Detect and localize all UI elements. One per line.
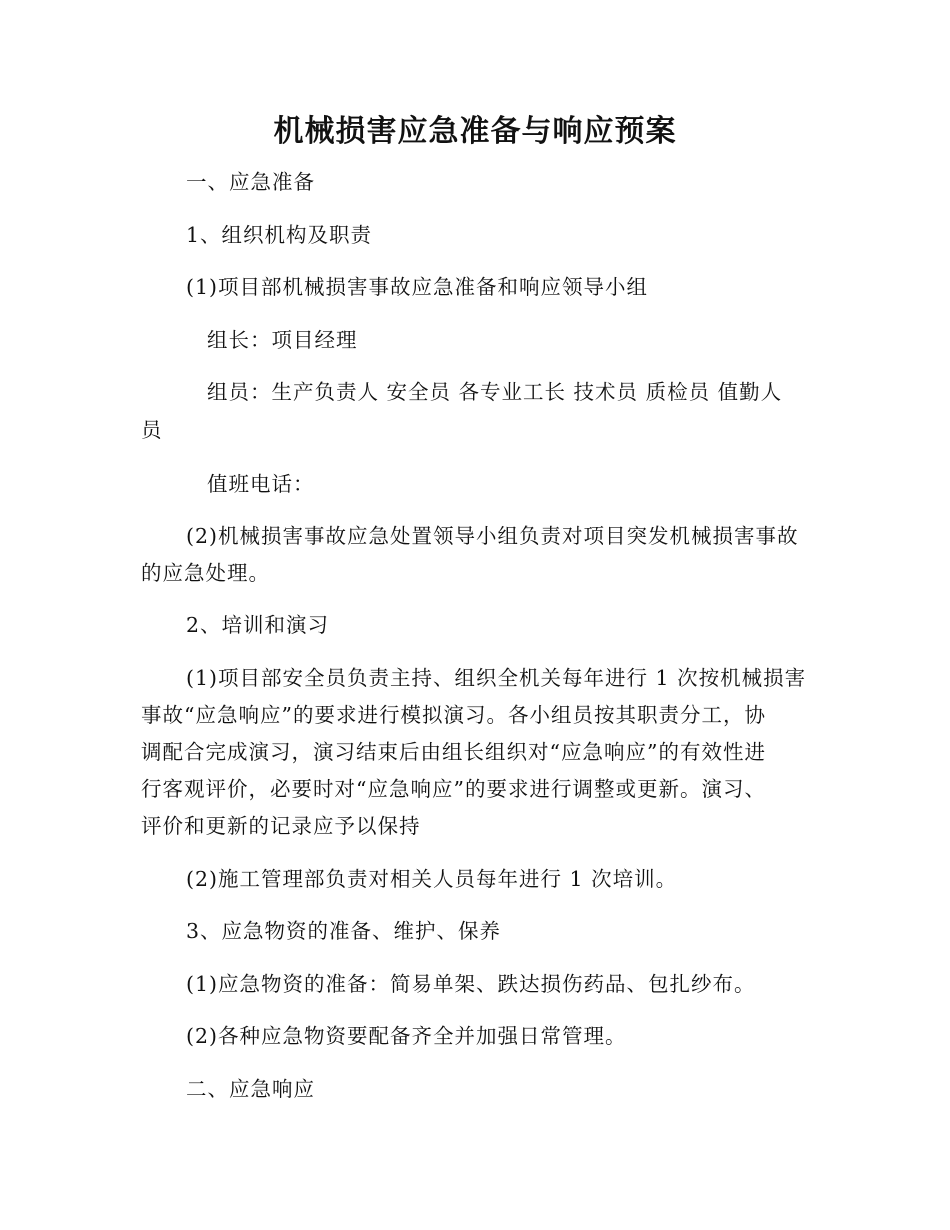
paragraph-line: (1)项目部安全员负责主持、组织全机关每年进行 1 次按机械损害 <box>186 666 807 690</box>
paragraph-line: (2)各种应急物资要配备齐全并加强日常管理。 <box>186 1024 627 1048</box>
paragraph-line: (1)项目部机械损害事故应急准备和响应领导小组 <box>186 275 649 299</box>
paragraph-line: 评价和更新的记录应予以保持 <box>141 814 421 838</box>
paragraph-line: (1)应急物资的准备：简易单架、跌达损伤药品、包扎纱布。 <box>186 972 756 996</box>
paragraph-line: 值班电话： <box>207 472 315 496</box>
subsection-heading: 2、培训和演习 <box>186 613 330 637</box>
section-heading: 二、应急响应 <box>186 1077 315 1101</box>
paragraph-line: (2)施工管理部负责对相关人员每年进行 1 次培训。 <box>186 867 678 891</box>
subsection-heading: 1、组织机构及职责 <box>186 223 373 247</box>
paragraph-line: 事故“应急响应”的要求进行模拟演习。各小组员按其职责分工，协 <box>141 703 766 727</box>
paragraph-line: 员 <box>141 418 163 442</box>
section-heading: 一、应急准备 <box>186 170 315 194</box>
document-title: 机械损害应急准备与响应预案 <box>273 114 677 149</box>
paragraph-line: 组员：生产负责人 安全员 各专业工长 技术员 质检员 值勤人 <box>207 380 783 404</box>
paragraph-line: (2)机械损害事故应急处置领导小组负责对项目突发机械损害事故 <box>186 524 799 548</box>
paragraph-line: 的应急处理。 <box>141 561 270 585</box>
paragraph-line: 调配合完成演习，演习结束后由组长组织对“应急响应”的有效性进 <box>141 740 766 764</box>
paragraph-line: 行客观评价，必要时对“应急响应”的要求进行调整或更新。演习、 <box>141 777 766 801</box>
paragraph-line: 组长：项目经理 <box>207 328 358 352</box>
subsection-heading: 3、应急物资的准备、维护、保养 <box>186 919 502 943</box>
